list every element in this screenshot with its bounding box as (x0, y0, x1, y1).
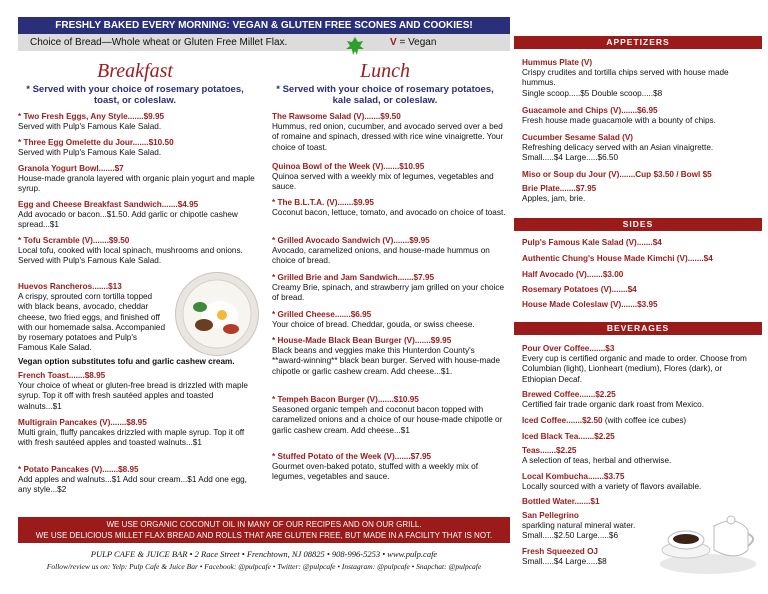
beverages-item-price: .......$3 (589, 344, 615, 353)
sides-item (522, 270, 758, 280)
appetizers-item-price: .......$6.95 (621, 106, 658, 115)
appetizers-header: APPETIZERS (514, 36, 762, 49)
appetizers-item-price: .......$7.95 (559, 184, 597, 193)
bread-choice-text: Choice of Bread—Whole wheat or Gluten Free Millet Flax. (30, 37, 288, 48)
lunch-item-name: The Rawsome Salad (V) (272, 112, 365, 121)
breakfast-item-name: Granola Yogurt Bowl (18, 164, 99, 173)
breakfast-item-price: .......$8.95 (110, 418, 147, 427)
beverages-item (522, 416, 758, 426)
breakfast-item-desc: Add apples and walnuts...$1 Add sour cream...$1 Add one egg, any style...$2 (18, 475, 247, 495)
breakfast-item-desc: Vegan option substitutes tofu and garlic cashew cream. (18, 357, 235, 366)
breakfast-item-desc: Add avocado or bacon...$1.50. Add garlic or chipotle cashew spread...$1 (18, 210, 238, 230)
appetizers-item-price: .......Cup $3.50 / Bowl $5 (619, 170, 712, 179)
beverages-item-name: Teas (522, 446, 541, 455)
beverages-item-name: Local Kombucha (522, 472, 588, 481)
footer-address: PULP CAFE & JUICE BAR • 2 Race Street • Frenchtown, NJ 08825 • 908-996-5253 • www.pulp.cafe (90, 549, 438, 559)
breakfast-item-name: * Potato Pancakes (V) (18, 465, 103, 474)
sides-item-price: .......$4 (611, 285, 637, 294)
lunch-item-name: * Grilled Avocado Sandwich (V) (272, 236, 394, 245)
appetizers-item (522, 106, 758, 126)
vegan-v-symbol: V (390, 37, 397, 48)
breakfast-item-price: .......$4.95 (161, 200, 199, 209)
breakfast-item-price: .......$7 (98, 164, 124, 173)
sides-item (522, 254, 758, 264)
lunch-item-name: * House-Made Black Bean Burger (V) (272, 336, 415, 345)
appetizers-item-extra: Small.....$4 Large.....$6.50 (522, 153, 619, 163)
lunch-item (272, 273, 508, 304)
breakfast-item-price: .......$10.50 (132, 138, 174, 147)
beverages-item (522, 390, 758, 410)
sides-item-name: House Made Coleslaw (V) (522, 300, 622, 309)
lunch-item (272, 452, 508, 483)
breakfast-subtitle: * Served with your choice of rosemary potatoes, toast, or coleslaw. (26, 84, 244, 106)
appetizers-item-desc: Fresh house made guacamole with a bounty of chips. (522, 116, 716, 126)
appetizers-item (522, 170, 758, 180)
bottom-banner (18, 517, 510, 543)
leaf-icon (345, 36, 365, 56)
bottom-banner-line1: WE USE ORGANIC COCONUT OIL IN MANY OF OUR RECIPES AND ON OUR GRILL. (106, 520, 422, 529)
sides-item-price: .......$3.00 (586, 270, 624, 279)
beverages-item (522, 472, 758, 492)
lunch-item (272, 198, 508, 218)
breakfast-title: Breakfast (97, 60, 173, 82)
beverages-item-desc: (with coffee ice cubes) (604, 416, 687, 425)
breakfast-item-desc: A crispy, sprouted corn tortilla topped with black beans, avocado, cheddar cheese, two fried eggs, and finished off with our homemade salsa. Accompanied by rosemary potatoes and Pulp's Famous Kale Salad. (18, 292, 165, 353)
lunch-item-price: .......$9.50 (364, 112, 401, 121)
lunch-item-price: .......$9.95 (414, 336, 452, 345)
appetizers-item (522, 58, 758, 99)
appetizers-item-name: Hummus Plate (V) (522, 58, 593, 67)
footer-social: Follow/review us on: Yelp: Pulp Cafe & Juice Bar • Facebook: @pulpcafe • Twitter: @pulpcafe • Instagram: @pulpcafe • Snapchat: @pulpcafe (46, 562, 482, 571)
lunch-item-desc: Seasoned organic tempeh and coconut bacon topped with caramelized onions and a choice of our house-made chipotle or garlic cashew cream. Add cheese...$1 (272, 405, 503, 435)
beverages-item-price: .......$2.25 (579, 390, 616, 399)
lunch-item-desc: Coconut bacon, lettuce, tomato, and avocado on choice of toast. (272, 208, 506, 218)
breakfast-item-desc: Multi grain, fluffy pancakes drizzled with maple syrup. Top it off with fresh sautéed apples and toasted walnuts...$1 (18, 428, 245, 448)
beverages-item-name: Bottled Water (522, 497, 575, 506)
appetizers-item-extra: Single scoop.....$5 Double scoop.....$8 (522, 88, 663, 98)
lunch-item-desc: Hummus, red onion, cucumber, and avocado served over a bed of romaine and spinach, dressed with rice wine vinaigrette. Your choice of toast. (272, 122, 504, 152)
lunch-item-desc: Quinoa served with a weekly mix of legumes, vegetables and sauce. (272, 172, 494, 192)
lunch-item (272, 162, 508, 193)
breakfast-item-price: .......$13 (92, 282, 122, 291)
beverages-item (522, 511, 652, 542)
vegan-legend-label: = Vegan (396, 37, 437, 48)
breakfast-item (18, 164, 258, 195)
breakfast-item-price: .......$9.95 (127, 112, 165, 121)
beverages-item-extra: Small.....$2.50 Large.....$6 (522, 531, 619, 541)
breakfast-item-desc: House-made granola layered with organic plain yogurt and maple syrup. (18, 174, 255, 194)
breakfast-item-desc: Served with Pulp's Famous Kale Salad. (18, 148, 162, 158)
beverages-item (522, 547, 652, 567)
breakfast-item-name: Egg and Cheese Breakfast Sandwich (18, 200, 162, 209)
beverages-item-name: Iced Black Tea (522, 432, 579, 441)
sides-item (522, 300, 758, 310)
beverages-item-desc: sparkling natural mineral water. (522, 521, 636, 531)
top-banner: FRESHLY BAKED EVERY MORNING: VEGAN & GLUTEN FREE SCONES AND COOKIES! (18, 17, 510, 34)
breakfast-item-name: Multigrain Pancakes (V) (18, 418, 111, 427)
breakfast-item (18, 138, 258, 158)
lunch-item-name: * Tempeh Bacon Burger (V) (272, 395, 378, 404)
lunch-item-price: .......$9.95 (393, 236, 430, 245)
coffee-cups-photo (656, 496, 760, 576)
lunch-item-price: .......$10.95 (383, 162, 425, 171)
beverages-item-name: Pour Over Coffee (522, 344, 590, 353)
beverages-item (522, 344, 758, 385)
lunch-title: Lunch (360, 60, 410, 82)
appetizers-item-desc: Crispy crudites and tortilla chips served with house made hummus. (522, 68, 729, 88)
lunch-item-desc: Black beans and veggies make this Hunterdon County's **award-winning** black bean burger. Served with house-made chipotle or garlic cashew cream. Add cheese...$1. (272, 346, 501, 376)
beverages-item-name: Brewed Coffee (522, 390, 580, 399)
appetizers-item-desc: Apples, jam, brie. (522, 194, 586, 204)
sides-header: SIDES (514, 218, 762, 231)
beverages-item-extra: Small.....$4 Large.....$8 (522, 557, 607, 567)
breakfast-item (18, 200, 258, 231)
appetizers-item-desc: Refreshing delicacy served with an Asian vinaigrette. (522, 143, 714, 153)
sides-item (522, 238, 758, 248)
beverages-item (522, 446, 758, 466)
lunch-item (272, 336, 508, 377)
lunch-item-name: Quinoa Bowl of the Week (V) (272, 162, 384, 171)
appetizers-item (522, 133, 758, 164)
sides-item-price: .......$4 (636, 238, 662, 247)
breakfast-item-price: .......$8.95 (68, 371, 106, 380)
appetizers-item-name: Guacamole and Chips (V) (522, 106, 622, 115)
lunch-item-price: .......$9.95 (337, 198, 374, 207)
beverages-item-desc: Certified fair trade organic dark roast from Mexico. (522, 400, 705, 410)
lunch-item-price: .......$10.95 (377, 395, 419, 404)
lunch-item-price: .......$6.95 (334, 310, 372, 319)
breakfast-item-name: * Tofu Scramble (V) (18, 236, 93, 245)
beverages-item-desc: A selection of teas, herbal and otherwise. (522, 456, 672, 466)
beverages-item-name: San Pellegrino (522, 511, 579, 520)
lunch-item (272, 112, 508, 153)
beverages-item-name: Iced Coffee (522, 416, 567, 425)
breakfast-item (18, 236, 258, 267)
lunch-item-name: * Stuffed Potato of the Week (V) (272, 452, 395, 461)
lunch-item-name: * Grilled Cheese (272, 310, 335, 319)
breakfast-item (18, 465, 258, 496)
breakfast-item-name: * Three Egg Omelette du Jour (18, 138, 133, 147)
breakfast-item (18, 282, 168, 353)
lunch-subtitle: * Served with your choice of rosemary potatoes, kale salad, or coleslaw. (276, 84, 494, 106)
lunch-item-desc: Your choice of bread. Cheddar, gouda, or swiss cheese. (272, 320, 475, 330)
appetizers-item (522, 184, 758, 204)
breakfast-item-price: .......$8.95 (102, 465, 139, 474)
breakfast-item (18, 112, 258, 132)
beverages-item-desc: Every cup is certified organic and made to order. Choose from Columbian (light), Lionheart (medium), Flores (dark), or Ethiopian Decaf. (522, 354, 747, 384)
appetizers-item-name: Miso or Soup du Jour (V) (522, 170, 620, 179)
appetizers-item-name: Cucumber Sesame Salad (V) (522, 133, 634, 142)
lunch-item (272, 310, 508, 330)
sides-item-name: Pulp's Famous Kale Salad (V) (522, 238, 637, 247)
beverages-item (522, 432, 758, 442)
sides-item-name: Authentic Chung's House Made Kimchi (V) (522, 254, 688, 263)
plate-illustration (176, 273, 258, 355)
appetizers-item-name: Brie Plate (522, 184, 560, 193)
breakfast-item (18, 418, 258, 449)
beverages-item-price: .......$3.75 (587, 472, 625, 481)
lunch-item-desc: Avocado, caramelized onions, and house-made hummus on choice of bread. (272, 246, 490, 266)
breakfast-item (18, 357, 258, 367)
breakfast-item (18, 371, 258, 412)
bottom-banner-line2: WE USE DELICIOUS MILLET FLAX BREAD AND ROLLS THAT ARE GLUTEN FREE, BUT MADE IN A FACILITY THAT IS NOT. (35, 531, 493, 540)
bread-choice-bar (18, 34, 510, 51)
sides-item-price: .......$3.95 (621, 300, 658, 309)
lunch-item-desc: Gourmet oven-baked potato, stuffed with a weekly mix of legumes, vegetables and sauce. (272, 462, 479, 482)
beverages-item-price: .......$2.50 (566, 416, 603, 425)
breakfast-item-price: .......$9.50 (92, 236, 130, 245)
sides-item-price: .......$4 (687, 254, 713, 263)
lunch-item-price: .......$7.95 (394, 452, 432, 461)
breakfast-item-desc: Your choice of wheat or gluten-free bread is drizzled with maple syrup. Top it off with fresh sautéed apples and toasted walnuts...$1 (18, 381, 248, 411)
sides-item (522, 285, 758, 295)
sides-item-name: Half Avocado (V) (522, 270, 587, 279)
lunch-item-name: * The B.L.T.A. (V) (272, 198, 338, 207)
beverages-header: BEVERAGES (514, 322, 762, 335)
lunch-item (272, 236, 508, 267)
breakfast-item-desc: Local tofu, cooked with local spinach, mushrooms and onions. Served with Pulp's Famous Kale Salad. (18, 246, 243, 266)
vegan-legend (390, 34, 436, 51)
breakfast-item-name: French Toast (18, 371, 69, 380)
beverages-item-price: .......$2.25 (540, 446, 577, 455)
lunch-item-desc: Creamy Brie, spinach, and strawberry jam grilled on your choice of bread. (272, 283, 505, 303)
lunch-item-price: .......$7.95 (397, 273, 435, 282)
breakfast-item-desc: Served with Pulp's Famous Kale Salad. (18, 122, 162, 132)
beverages-item-desc: Locally sourced with a variety of flavors available. (522, 482, 702, 492)
beverages-item-price: .......$1 (574, 497, 600, 506)
huevos-rancheros-photo (175, 272, 259, 356)
lunch-item (272, 395, 508, 436)
lunch-item-name: * Grilled Brie and Jam Sandwich (272, 273, 398, 282)
sides-item-name: Rosemary Potatoes (V) (522, 285, 612, 294)
beverages-item-name: Fresh Squeezed OJ (522, 547, 598, 556)
beverages-item-price: .......$2.25 (578, 432, 615, 441)
breakfast-item-name: Huevos Rancheros (18, 282, 93, 291)
breakfast-item-name: * Two Fresh Eggs, Any Style (18, 112, 128, 121)
